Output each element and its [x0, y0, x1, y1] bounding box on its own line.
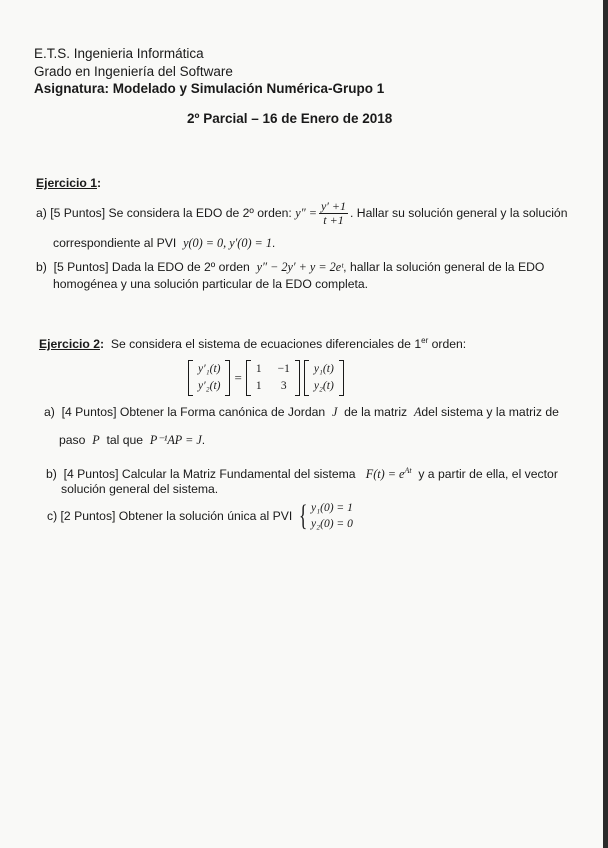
ex2-title: Ejercicio 2: [39, 337, 100, 352]
ex1-a-fraction: [319, 200, 348, 226]
school-name: E.T.S. Ingenieria Informática: [34, 46, 204, 61]
ex1-a-frac-den: t +1: [323, 212, 344, 227]
ex1-a-line2-text: correspondiente al PVI: [53, 236, 177, 250]
degree-name: Grado en Ingeniería del Software: [34, 64, 233, 79]
ex2-a-line2: [59, 433, 205, 448]
ex1-b-text1: [5 Puntos] Dada la EDO de 2º orden: [53, 260, 250, 274]
ex1-a-line1: [36, 200, 568, 226]
ex2-matrix-equation: [188, 360, 344, 396]
a22: 3: [280, 380, 287, 392]
ex2-a-J: J: [331, 405, 338, 419]
ex2-a-text2: de la matriz: [344, 405, 408, 419]
ex2-b-fundamental-matrix: $F(t) = e^{At}$: [365, 466, 412, 482]
ex1-a-eq-lhs: y″ =: [295, 205, 317, 220]
ex1-heading: [36, 176, 101, 190]
equals-sign: =: [234, 370, 242, 385]
ex2-b-line2: solución general del sistema.: [61, 482, 219, 496]
ex1-title: Ejercicio 1: [36, 176, 97, 190]
ex2-a-line1: [44, 405, 559, 420]
ex1-a-line2-end: .: [271, 236, 276, 250]
ex2-colon: :: [99, 337, 105, 352]
ex1-b-equation: y″ − 2y′ + y = 2eᵗ: [256, 260, 344, 274]
ex2-c-text1: [2 Puntos] Obtener la solución única al PVI: [60, 509, 293, 523]
ex2-a-text1: [4 Puntos] Obtener la Forma canónica de Jordan: [61, 405, 326, 419]
derivative-vector: [188, 360, 230, 396]
ex2-a-label: a): [44, 405, 55, 419]
subject-name: Asignatura: Modelado y Simulación Numérica-Grupo 1: [34, 81, 385, 96]
ex1-a-line2: [53, 236, 275, 251]
ex2-b-line1: [46, 466, 558, 482]
ex2-a-similarity: P⁻¹AP = J: [149, 433, 202, 447]
exam-title: 2º Parcial – 16 de Enero de 2018: [187, 111, 393, 126]
lhs-entry-2: y′₂(t): [198, 380, 221, 392]
ex1-b-label: b): [36, 260, 47, 274]
ex2-c-cond2: y₂(0) = 0: [311, 518, 353, 530]
lhs-entry-1: y′₁(t): [198, 363, 221, 375]
ex2-b-text1: [4 Puntos] Calcular la Matriz Fundamental del sistema: [63, 467, 356, 482]
ex2-c-initial-conditions: [296, 500, 353, 532]
ex2-b-label: b): [46, 467, 57, 482]
ex1-b-line1: [36, 260, 544, 275]
ex2-a-line2-b: tal que: [106, 433, 144, 447]
ex2-a-line2-a: paso: [59, 433, 86, 447]
coefficient-matrix: [246, 360, 300, 396]
ex1-a-text2: . Hallar su solución general y la solución: [350, 206, 568, 221]
ex2-b-text2: y a partir de ella, el vector: [418, 467, 558, 482]
ex2-intro: Se considera el sistema de ecuaciones diferenciales de 1: [110, 337, 422, 352]
ex2-intro-sup: er: [421, 336, 429, 345]
ex2-c-line: [47, 500, 353, 532]
ex1-b-text2: , hallar la solución general de la EDO: [343, 260, 545, 274]
ex2-c-label: c): [47, 509, 58, 523]
ex1-a-text1: [5 Puntos] Se considera la EDO de 2º orden:: [50, 206, 292, 221]
ex2-c-cond1: y₁(0) = 1: [311, 502, 353, 514]
ex1-b-line2: homogénea y una solución particular de la EDO completa.: [53, 277, 369, 291]
ex1-colon: :: [96, 176, 102, 190]
ex1-a-frac-num: y′ +1: [320, 199, 347, 213]
ex1-a-initial-conditions: y(0) = 0, y′(0) = 1: [183, 236, 272, 250]
brace-icon: {: [298, 499, 308, 532]
rhs-entry-1: y₁(t): [313, 363, 334, 375]
ex2-intro-end: orden:: [431, 337, 467, 352]
ex2-a-text3: del sistema y la matriz de: [421, 405, 559, 419]
a11: 1: [255, 363, 262, 375]
ex2-heading: [39, 336, 466, 351]
ex1-a-label: a): [36, 206, 47, 221]
state-vector: [304, 360, 344, 396]
ex2-a-P: P: [92, 433, 100, 447]
ex2-a-line2-end: .: [201, 433, 206, 447]
scan-page-edge: [603, 0, 608, 848]
rhs-entry-2: y₂(t): [313, 380, 334, 392]
a12: −1: [277, 363, 290, 375]
a21: 1: [255, 380, 262, 392]
ex2-a-A: A: [413, 405, 422, 419]
